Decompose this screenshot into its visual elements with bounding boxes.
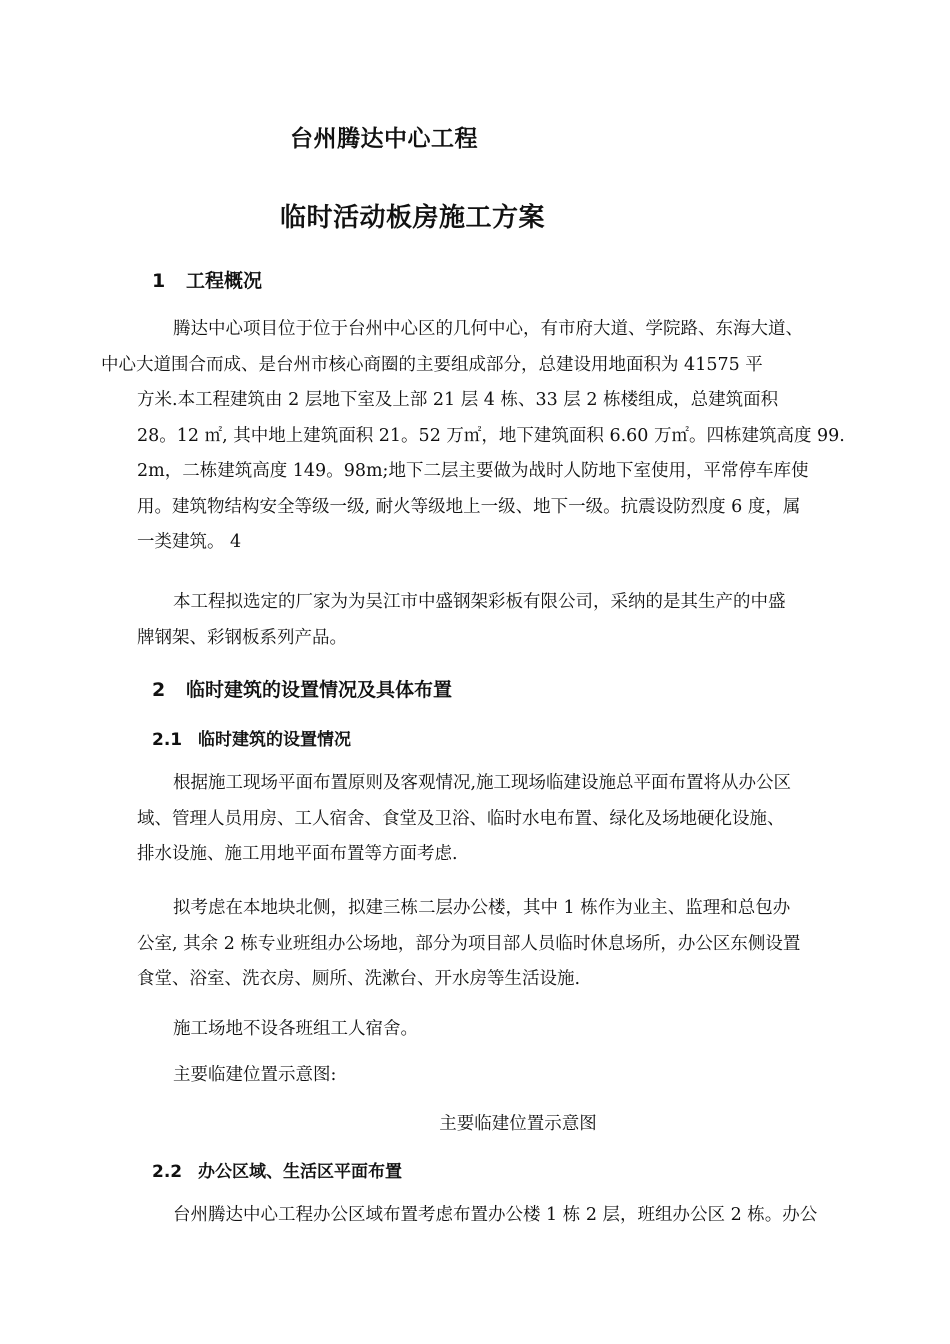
section-number: 2 xyxy=(152,679,166,701)
section-heading-2 xyxy=(152,675,452,702)
text-line: 28。12 ㎡, 其中地上建筑面积 21。52 万㎡，地下建筑面积 6.60 万㎡。四栋建筑高度 99. xyxy=(137,425,845,446)
text-line: 域、管理人员用房、工人宿舍、食堂及卫浴、临时水电布置、绿化及场地硬化设施、 xyxy=(137,808,785,829)
text-line: 本工程拟选定的厂家为为吴江市中盛钢架彩板有限公司，采纳的是其生产的中盛 xyxy=(173,592,786,612)
text-line: 牌钢架、彩钢板系列产品。 xyxy=(137,627,347,648)
paragraph-no-dormitory xyxy=(137,1012,863,1048)
document-subtitle: 临时活动板房施工方案 xyxy=(280,203,546,233)
text-line: 用。建筑物结构安全等级一级, 耐火等级地上一级、地下一级。抗震设防烈度 6 度，属 xyxy=(137,496,801,517)
subsection-number: 2.2 xyxy=(152,1162,183,1182)
text-line: 2m，二栋建筑高度 149。98m;地下二层主要做为战时人防地下室使用，平常停车库使 xyxy=(137,461,809,481)
text-line: 主要临建位置示意图: xyxy=(173,1065,337,1085)
paragraph-diagram-intro xyxy=(137,1058,863,1094)
text-line: 排水设施、施工用地平面布置等方面考虑. xyxy=(137,844,458,864)
text-line: 腾达中心项目位于位于台州中心区的几何中心，有市府大道、学院路、东海大道、 xyxy=(173,319,803,339)
text-line: 中心大道围合而成、是台州市核心商圈的主要组成部分，总建设用地面积为 41575 平 xyxy=(101,354,763,375)
section-title: 工程概况 xyxy=(186,270,263,292)
section-title: 临时建筑的设置情况及具体布置 xyxy=(186,679,453,701)
text-line: 台州腾达中心工程办公区域布置考虑布置办公楼 1 栋 2 层，班组办公区 2 栋。办公 xyxy=(173,1205,818,1225)
text-line: 一类建筑。 4 xyxy=(137,532,242,552)
paragraph-project-overview xyxy=(101,312,863,561)
text-line: 根据施工现场平面布置原则及客观情况,施工现场临建设施总平面布置将从办公区 xyxy=(173,773,792,793)
figure-caption: 主要临建位置示意图 xyxy=(439,1114,597,1134)
subsection-title: 临时建筑的设置情况 xyxy=(198,730,351,750)
subsection-heading-2-1 xyxy=(152,725,351,750)
paragraph-office-buildings xyxy=(137,891,863,998)
text-line: 施工场地不设各班组工人宿舍。 xyxy=(173,1019,418,1039)
document-title: 台州腾达中心工程 xyxy=(290,126,478,152)
section-heading-1 xyxy=(152,266,262,293)
text-line: 拟考虑在本地块北侧，拟建三栋二层办公楼，其中 1 栋作为业主、监理和总包办 xyxy=(173,898,791,918)
subsection-title: 办公区域、生活区平面布置 xyxy=(198,1162,402,1182)
section-number: 1 xyxy=(152,270,166,292)
text-line: 食堂、浴室、洗衣房、厕所、洗漱台、开水房等生活设施. xyxy=(137,969,581,989)
text-line: 方米.本工程建筑由 2 层地下室及上部 21 层 4 栋、33 层 2 栋楼组成，总建筑面积 xyxy=(137,390,779,410)
text-line: 公室, 其余 2 栋专业班组办公场地，部分为项目部人员临时休息场所，办公区东侧设置 xyxy=(137,933,801,954)
subsection-heading-2-2 xyxy=(152,1157,402,1182)
paragraph-layout-principles xyxy=(137,766,863,873)
subsection-number: 2.1 xyxy=(152,730,183,750)
paragraph-manufacturer xyxy=(137,585,863,656)
paragraph-office-area-layout xyxy=(137,1198,863,1234)
